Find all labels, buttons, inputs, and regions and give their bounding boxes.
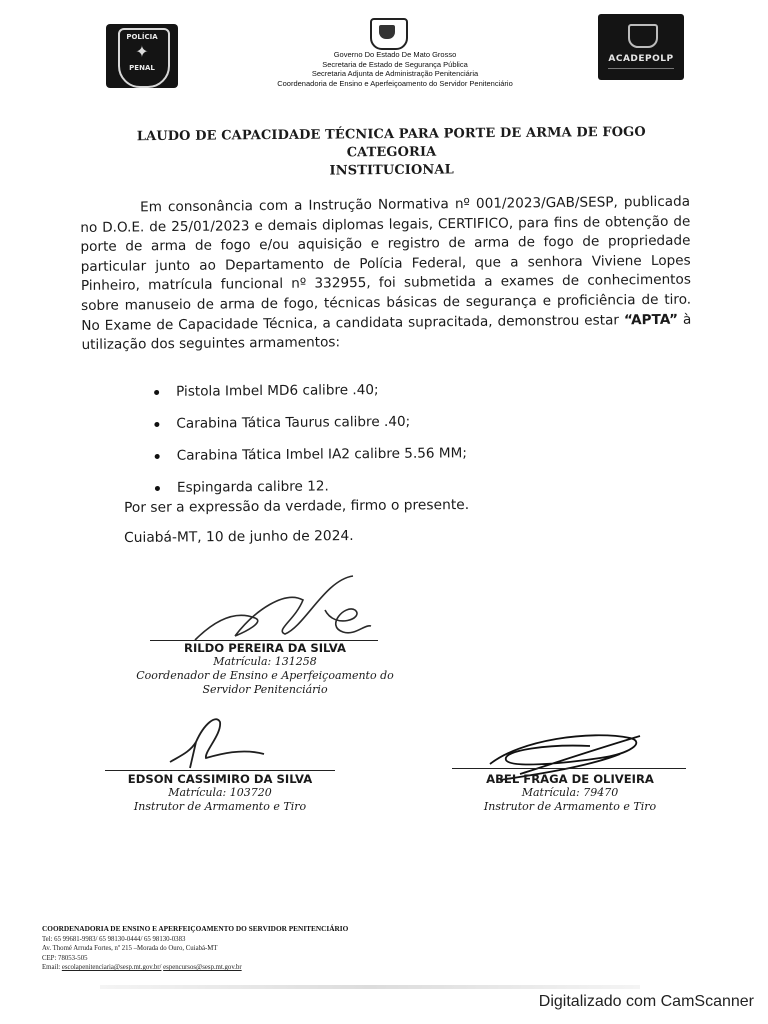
- body-text-part1: Em consonância com a Instrução Normativa nº 001/2023/GAB/SESP, publicada no D.O.E. de 25/01/2023 e demais diplomas legais, CERTIFICO, para fins de obtenção de porte de arma de fogo e/ou aquisição e registro de arma de fogo de propriedade particular junto ao Departamento de Polícia Federal, que a senhora Viviene Lopes Pinheiro, matrícula funcional nº 332955, foi submetida a exames de conhecimentos sobre manuseio de arma de fogo, técnicas básicas de segurança e proficiência de tiro. No Exame de Capacidade Técnica, a candidata supracitada, demonstrou estar: [80, 193, 692, 334]
- acadepolp-text: ACADEPOLP: [608, 54, 674, 64]
- coat-of-arms-icon: [370, 18, 408, 50]
- header-line-coordination: Coordenadoria de Ensino e Aperfeiçoamento do Servidor Penitenciário: [277, 78, 513, 88]
- footer-email-line: [42, 963, 242, 972]
- bullet-icon: [155, 454, 160, 459]
- bullet-icon: [154, 390, 159, 395]
- instructor2-registration: Matrícula: 79470: [521, 786, 619, 799]
- instructor1-signature-block: [100, 772, 340, 814]
- apta-emphasis: “APTA”: [623, 311, 679, 328]
- weapons-list: [150, 376, 571, 508]
- footer-address: Av. Thomé Arruda Fortes, nº 215 –Morada do Ouro, Cuiabá-MT: [42, 945, 218, 953]
- header-line-government: Governo Do Estado De Mato Grosso: [333, 50, 457, 59]
- coordinator-name: RILDO PEREIRA DA SILVA: [184, 641, 346, 655]
- footer-email-link-1[interactable]: escolapenitenciaria@sesp.mt.gov.br/: [61, 964, 162, 972]
- place-and-date: Cuiabá-MT, 10 de junho de 2024.: [124, 527, 354, 546]
- title-line-2: INSTITUCIONAL: [329, 162, 454, 179]
- instructor1-signature-line: [105, 770, 335, 771]
- instructor2-name: ABEL FRAGA DE OLIVEIRA: [486, 772, 654, 786]
- academy-emblem-icon: [628, 24, 658, 48]
- coordinator-role-2: Servidor Penitenciário: [202, 683, 328, 696]
- footer-phone: Tel: 65 99681-9983/ 65 98130-0444/ 65 98130-0383: [42, 936, 186, 943]
- footer-cep: CEP: 78053-505: [42, 954, 88, 962]
- footer-title: COORDENADORIA DE ENSINO E APERFEIÇOAMENTO DO SERVIDOR PENITENCIÁRIO: [42, 924, 349, 933]
- header-line-secretariat: Secretaria de Estado de Segurança Pública: [322, 59, 468, 69]
- closing-statement: Por ser a expressão da verdade, firmo o presente.: [124, 496, 470, 516]
- camscanner-watermark: Digitalizado com CamScanner: [538, 993, 754, 1010]
- footer-email-label: Email:: [42, 964, 61, 972]
- logo-top-text: POLÍCIA: [126, 33, 158, 41]
- footer-contact: [42, 935, 242, 973]
- instructor1-registration: Matrícula: 103720: [168, 786, 272, 799]
- logo-bottom-text: PENAL: [129, 64, 155, 72]
- weapon-label: Espingarda calibre 12.: [176, 478, 329, 496]
- list-item: [151, 440, 571, 468]
- weapon-label: Carabina Tática Imbel IA2 calibre 5.56 MM;: [176, 445, 467, 464]
- coordinator-signature-block: [130, 641, 400, 697]
- acadepolp-logo: [598, 14, 684, 80]
- star-icon: ✦: [135, 42, 149, 61]
- coordinator-role-1: Coordenador de Ensino e Aperfeiçoamento do: [136, 669, 394, 682]
- instructor1-name: EDSON CASSIMIRO DA SILVA: [127, 772, 313, 786]
- policia-penal-logo: [106, 24, 178, 88]
- instructor1-role: Instrutor de Armamento e Tiro: [133, 800, 307, 813]
- header-institution-lines: [230, 50, 560, 88]
- footer-email-link-2[interactable]: espencursos@sesp.mt.gov.br: [163, 964, 242, 972]
- bullet-icon: [154, 422, 159, 427]
- weapon-label: Pistola Imbel MD6 calibre .40;: [176, 382, 379, 400]
- body-paragraph: [80, 193, 692, 356]
- title-line-1: LAUDO DE CAPACIDADE TÉCNICA PARA PORTE DE ARMA DE FOGO CATEGORIA: [136, 124, 646, 161]
- footer-divider: [100, 985, 640, 989]
- bullet-icon: [155, 486, 160, 491]
- instructor2-signature-line: [452, 768, 686, 769]
- list-item: [151, 472, 571, 500]
- instructor2-signature-block: [450, 772, 690, 814]
- coordinator-registration: Matrícula: 131258: [213, 655, 317, 668]
- weapon-label: Carabina Tática Taurus calibre .40;: [176, 413, 411, 432]
- instructor2-role: Instrutor de Armamento e Tiro: [483, 800, 657, 813]
- header-line-adjunct: Secretaria Adjunta de Administração Penitenciária: [311, 69, 479, 79]
- body-text-part2: à utilização dos seguintes armamentos:: [81, 311, 692, 354]
- instructor1-signature-icon: [160, 712, 270, 772]
- list-item: [150, 376, 570, 404]
- document-title: [104, 123, 679, 182]
- list-item: [150, 408, 570, 436]
- certificate-body: [80, 193, 692, 356]
